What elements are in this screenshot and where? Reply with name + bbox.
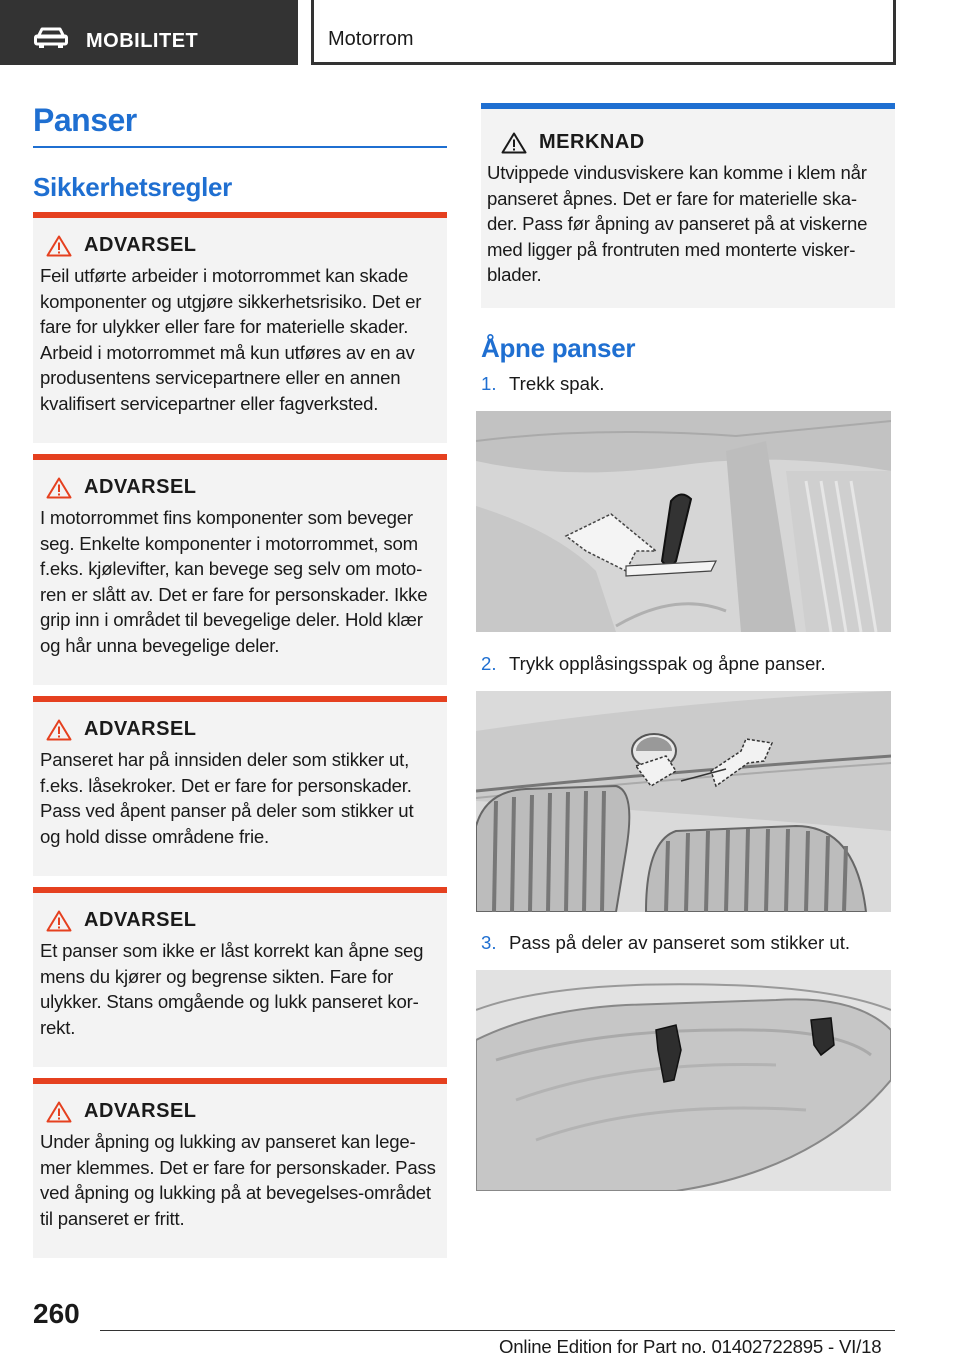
warning-triangle-icon — [501, 132, 527, 154]
warning-triangle-icon — [46, 477, 72, 499]
car-icon — [34, 27, 68, 49]
warning-box — [33, 454, 447, 685]
warning-text: Feil utførte arbeider i motorrommet kan skade komponenter og utgjøre sikkerhetsrisiko. Det er fare for ulykker eller fare for materielle skader. Arbeid i motorrommet må kun utføres av en av produsentens servicepartnere eller en annen kvalifisert servicepartner eller fagverksted. — [40, 265, 422, 414]
note-label: MERKNAD — [539, 131, 645, 153]
warning-text: Panseret har på innsiden deler som stikker ut, f.eks. låsekroker. Det er fare for personskader. Pass ved åpent panser på deler som stikker ut og hold disse områdene frie. — [40, 749, 414, 847]
section-subtitle: Sikkerhetsregler — [33, 172, 232, 202]
warning-label: ADVARSEL — [84, 476, 197, 498]
title-divider — [33, 146, 447, 148]
header-chapter-box — [311, 0, 896, 65]
warning-label: ADVARSEL — [84, 234, 197, 256]
page-number: 260 — [33, 1298, 80, 1329]
step-number: 3. — [481, 932, 497, 953]
warning-text: Under åpning og lukking av panseret kan lege-mer klemmes. Det er fare for personskader. Pass ved åpning og lukking på at bevegelses-området til panseret er fritt. — [40, 1131, 436, 1229]
warning-label: ADVARSEL — [84, 909, 197, 931]
warning-triangle-icon — [46, 910, 72, 932]
warning-triangle-icon — [46, 1101, 72, 1123]
step-item — [481, 373, 604, 395]
hood-lever-illustration — [476, 411, 891, 632]
warning-box — [33, 212, 447, 443]
step-number: 1. — [481, 373, 497, 394]
warning-label: ADVARSEL — [84, 718, 197, 740]
warning-box — [33, 1078, 447, 1258]
warning-triangle-icon — [46, 235, 72, 257]
warning-label: ADVARSEL — [84, 1100, 197, 1122]
note-text: Utvippede vindusviskere kan komme i klem når panseret åpnes. Det er fare for materielle ska-der. Pass før åpning av panseret på at viskerne med ligger på frontruten med monterte visker-blader. — [487, 162, 868, 286]
step-text: Trekk spak. — [509, 373, 605, 394]
warning-box — [33, 887, 447, 1067]
step-text: Trykk opplåsingsspak og åpne panser. — [509, 653, 826, 674]
footer-divider — [100, 1330, 895, 1331]
header-chapter-label: Motorrom — [328, 28, 414, 50]
header-section-tab — [0, 0, 298, 65]
warning-box — [33, 696, 447, 876]
note-box — [481, 103, 895, 308]
edition-note: Online Edition for Part no. 01402722895 - VI/18 — [499, 1336, 882, 1357]
hood-underside-illustration — [476, 970, 891, 1191]
hood-release-illustration — [476, 691, 891, 912]
step-item — [481, 932, 850, 954]
open-hood-title: Åpne panser — [481, 333, 636, 363]
page-title: Panser — [33, 102, 137, 138]
step-number: 2. — [481, 653, 497, 674]
header-section-label: MOBILITET — [86, 30, 199, 52]
warning-text: Et panser som ikke er låst korrekt kan åpne seg mens du kjører og begrense sikten. Fare for ulykker. Stans omgående og lukk panseret kor-rekt. — [40, 940, 424, 1038]
warning-triangle-icon — [46, 719, 72, 741]
step-item — [481, 653, 826, 675]
step-text: Pass på deler av panseret som stikker ut. — [509, 932, 851, 953]
warning-text: I motorrommet fins komponenter som beveger seg. Enkelte komponenter i motorrommet, som f.eks. kjølevifter, kan bevege seg selv om moto-ren er slått av. Det er fare for personskader. Ikke grip inn i området til bevegelige deler. Hold klær og hår unna bevegelige deler. — [40, 507, 428, 656]
